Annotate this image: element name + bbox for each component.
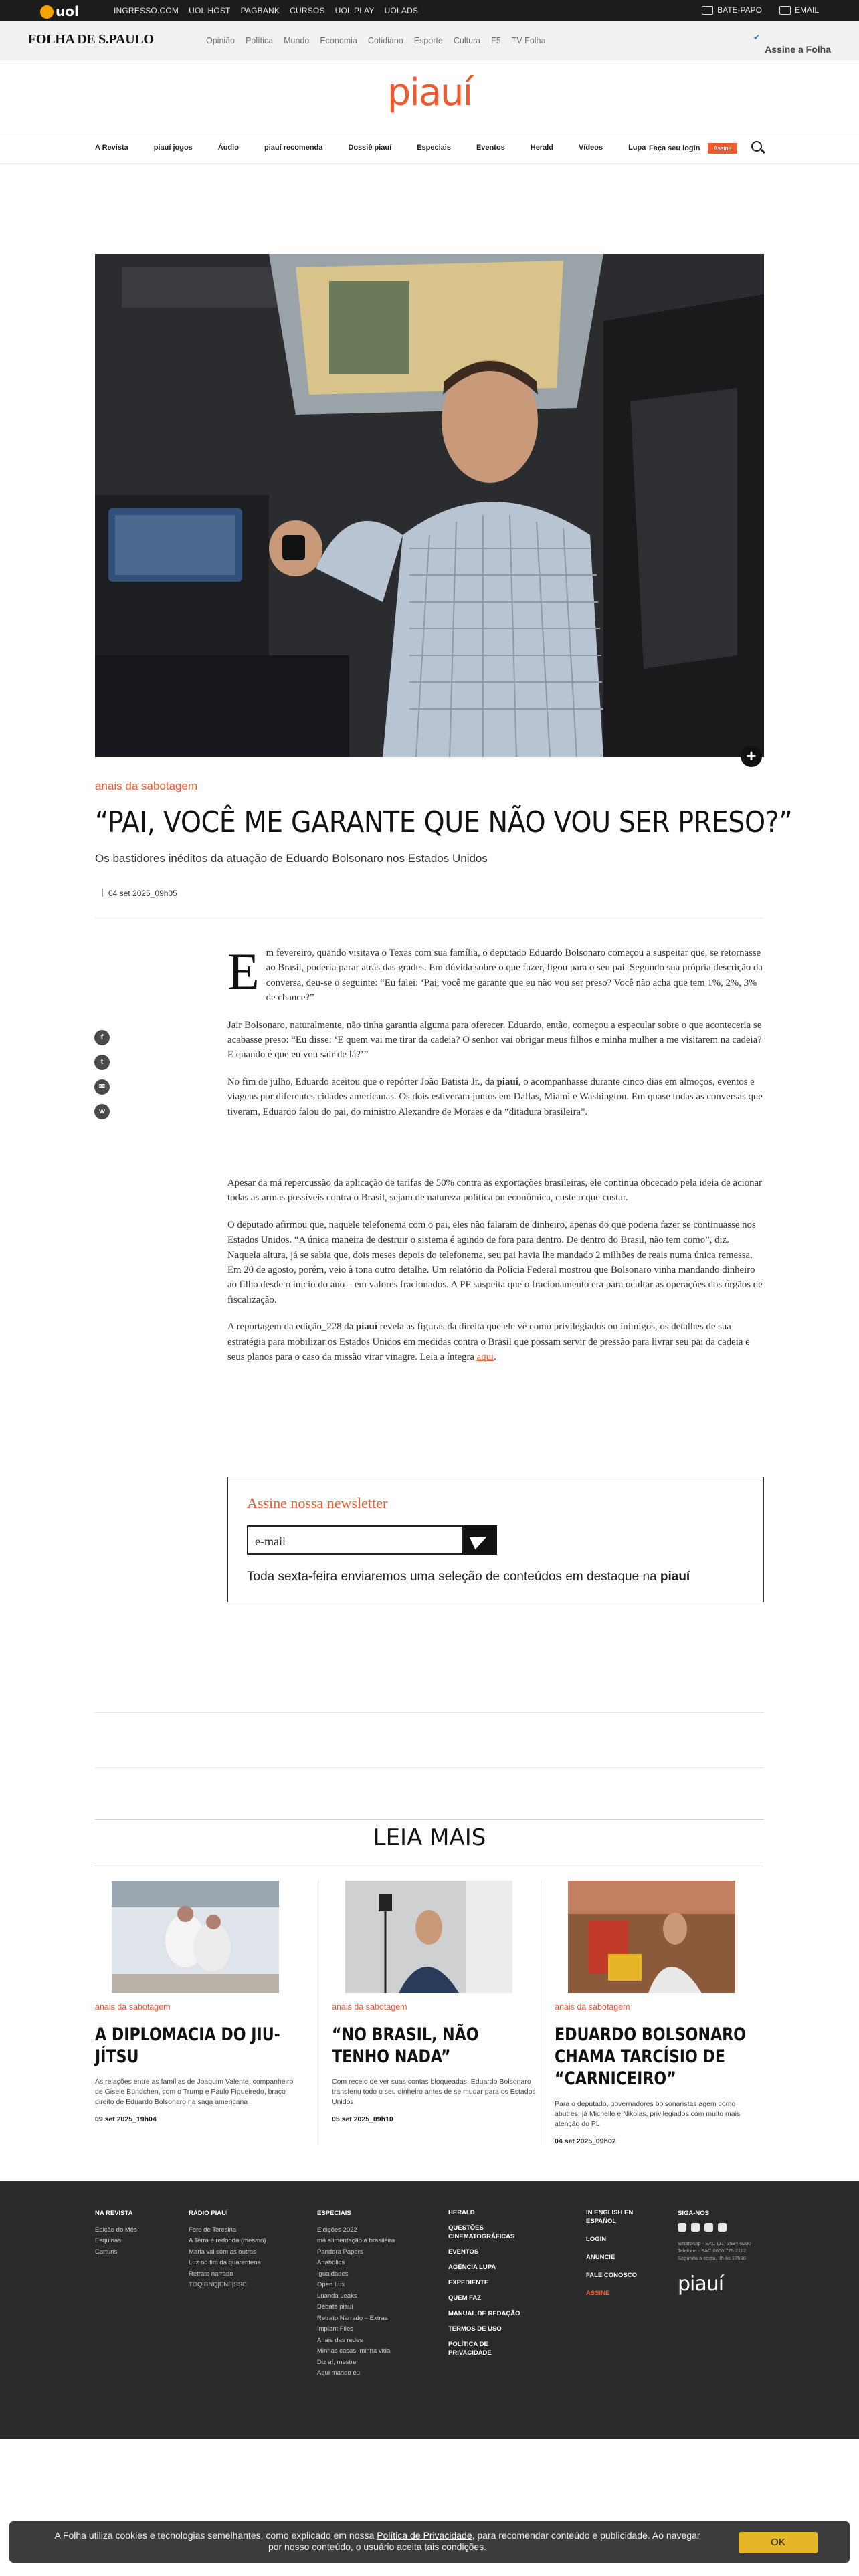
footer-contact: WhatsApp - SAC (11) 3584-9200 Telefone - SAC 0800 775 2112 Segunda a sexta, 9h às 17h30 [678, 2240, 751, 2261]
divider [95, 1712, 764, 1713]
footer-col-social: SIGA-NOS [678, 2210, 709, 2217]
footer-link[interactable]: má alimentação à brasileira [317, 2237, 395, 2244]
card-date: 09 set 2025_19h04 [95, 2115, 157, 2123]
email-share-icon[interactable]: ✉ [94, 1079, 110, 1095]
uol-logo[interactable]: uol [40, 3, 79, 19]
card-title[interactable]: “NO BRASIL, NÃO TENHO NADA” [332, 2024, 479, 2067]
footer-link[interactable]: TOQ|BNQ|ENF|SSC [189, 2281, 247, 2288]
newsletter-description: Toda sexta-feira enviaremos uma seleção de conteúdos em destaque na piauí [247, 1570, 690, 1584]
folha-nav-item[interactable]: Mundo [284, 36, 310, 45]
footer-link[interactable]: Aqui mando eu [317, 2369, 360, 2377]
search-icon[interactable] [751, 141, 762, 152]
nav-item-lupa[interactable]: Lupa [628, 144, 646, 152]
uol-link[interactable]: CURSOS [290, 6, 325, 15]
footer-link[interactable]: Minhas casas, minha vida [317, 2347, 391, 2355]
card-thumbnail[interactable] [345, 1881, 512, 1993]
article-subtitle: Os bastidores inéditos da atuação de Eduardo Bolsonaro nos Estados Unidos [95, 852, 488, 865]
folha-nav-item[interactable]: Cotidiano [367, 36, 403, 45]
footer-link[interactable]: TERMOS DE USO [448, 2325, 502, 2333]
newsletter-send-button[interactable] [464, 1525, 497, 1555]
privacy-policy-link[interactable]: Política de Privacidade [377, 2530, 472, 2541]
mail-icon [779, 6, 791, 15]
article-title: “PAI, VOCÊ ME GARANTE QUE NÃO VOU SER PRESO?” [95, 805, 793, 839]
divider [95, 1819, 764, 1820]
folha-bar [0, 21, 859, 60]
card-title[interactable]: EDUARDO BOLSONARO CHAMA TARCÍSIO DE “CARNICEIRO” [555, 2024, 747, 2089]
card-summary: As relações entre as famílias de Joaquim Valente, companheiro de Gisele Bündchen, com o Trump e Paulo Figueiredo, braço direito de Eduardo Bolsonaro na saga americana [95, 2078, 294, 2106]
footer-col-revista: NA REVISTA Edição do Mês Esquinas Cartuns [95, 2208, 137, 2258]
footer-piaui-logo[interactable]: piauí [678, 2272, 724, 2296]
cookie-banner [9, 2521, 850, 2563]
uol-logo-dot-icon [40, 5, 54, 19]
footer-link[interactable]: EVENTOS [448, 2248, 479, 2256]
folha-nav [206, 36, 545, 45]
footer-link[interactable]: QUEM FAZ [448, 2294, 482, 2302]
footer-link[interactable]: Implant Files [317, 2325, 353, 2333]
footer-link[interactable]: Diz aí, mestre [317, 2358, 357, 2366]
newsletter-email-input[interactable]: e-mail [247, 1525, 464, 1555]
check-icon: ✔ [753, 33, 760, 42]
footer-link[interactable]: ANUNCIE [586, 2254, 615, 2261]
uol-links [114, 6, 418, 15]
footer-link[interactable]: Retrato narrado [189, 2270, 233, 2278]
card-title[interactable]: A DIPLOMACIA DO JIU-JÍTSU [95, 2024, 280, 2067]
uol-link[interactable]: INGRESSO.COM [114, 6, 179, 15]
facebook-icon[interactable] [678, 2223, 686, 2232]
card-kicker[interactable]: anais da sabotagem [555, 2002, 630, 2012]
youtube-icon[interactable] [718, 2223, 727, 2232]
footer-link[interactable]: Edição do Mês [95, 2226, 137, 2234]
footer-link[interactable]: Foro de Teresina [189, 2226, 237, 2234]
footer-link[interactable]: QUESTÕES CINEMATOGRÁFICAS [448, 2224, 515, 2240]
nav-item-jogos[interactable]: piauí jogos [153, 144, 193, 152]
footer-link[interactable]: A Terra é redonda (mesmo) [189, 2237, 266, 2244]
hero-image [95, 254, 764, 757]
twitter-icon[interactable]: t [94, 1055, 110, 1070]
folha-nav-item[interactable]: Esporte [413, 36, 443, 45]
folha-logo[interactable]: FOLHA DE S.PAULO [28, 32, 154, 47]
footer-subscribe-link[interactable]: ASSINE [586, 2290, 610, 2297]
paragraph: Em fevereiro, quando visitava o Texas com sua família, o deputado Eduardo Bolsonaro começou a suspeitar que, se retornasse ao Brasil, poderia parar atrás das grades. Em dúvida sobre o que fazer, ligou para o seu pai. Segundo sua própria descrição da conversa, deu-se o seguinte: “Eu falei: ‘Pai, você me garante que eu não vou ser preso? Você não acha que tem 1%, 2%, 3% de chance?” [227, 942, 763, 1004]
facebook-icon[interactable]: f [94, 1030, 110, 1045]
footer-link[interactable]: AGÊNCIA LUPA [448, 2264, 496, 2271]
card-summary: Para o deputado, governadores bolsonaristas agem como abutres; já Michelle e Nikolas, privilegiados com muito mais atenção do PL [555, 2100, 741, 2128]
folha-nav-item[interactable]: Economia [320, 36, 357, 45]
footer-col-radio: RÁDIO PIAUÍ Foro de Teresina A Terra é redonda (mesmo) Maria vai com as outras Luz no fim da quarentena Retrato narrado TOQ|BNQ|ENF|SSC [189, 2208, 266, 2291]
paragraph: A reportagem da edição_228 da piauí revela as figuras da direita que ele vê como privilegiados ou inimigos, os detalhes de sua estratégia para mobilizar os Estados Unidos em medidas contra o Brasil que possam servir de pressão para livrar seu pai da cadeia e seus planos para o caso da missão virar vinagre. Leia a íntegra aqui. [227, 1321, 750, 1363]
whatsapp-icon[interactable]: w [94, 1104, 110, 1119]
read-full-link[interactable]: aqui [476, 1352, 494, 1363]
instagram-icon[interactable] [704, 2223, 713, 2232]
footer-link[interactable]: LOGIN [586, 2236, 607, 2243]
card-kicker[interactable]: anais da sabotagem [332, 2002, 407, 2012]
nav-item-dossie[interactable]: Dossiê piauí [348, 144, 392, 152]
nav-item-videos[interactable]: Vídeos [579, 144, 603, 152]
dropcap: E [227, 942, 260, 1000]
uol-link[interactable]: PAGBANK [240, 6, 280, 15]
footer-link[interactable]: Igualdades [317, 2270, 349, 2278]
paragraph: O deputado afirmou que, naquele telefonema com o pai, eles não falaram de dinheiro, apenas do que poderia fazer se continuasse nos Estados Unidos. “A única maneira de destruir o sistema é agindo de fora para dentro. De dentro do Brasil, não tem como”, diz. Naquela altura, já se sabia que, dois meses depois do telefonema, seu pai havia lhe mandado 2 milhões de reais numa única remessa. Em 20 de agosto, porém, veio à tona outro detalhe. Um relatório da Polícia Federal mostrou que Bolsonaro vinha mandando dinheiro ao filho desde o início do ano – em valores fracionados. A PF suspeita que o fracionamento era para ocultar as operações dos órgãos de fiscalização. [227, 1219, 763, 1305]
footer-link[interactable]: EXPEDIENTE [448, 2279, 489, 2286]
piaui-logo[interactable]: piauí [387, 71, 472, 114]
divider [95, 1767, 764, 1768]
footer-link[interactable]: MANUAL DE REDAÇÃO [448, 2310, 520, 2317]
card-date: 05 set 2025_09h10 [332, 2115, 393, 2123]
uol-right-links [702, 5, 819, 15]
read-more-card[interactable] [318, 1881, 541, 2145]
card-thumbnail[interactable] [112, 1881, 279, 1993]
article-kicker[interactable]: anais da sabotagem [95, 780, 198, 792]
footer-link[interactable]: Maria vai com as outras [189, 2248, 256, 2256]
footer-link[interactable]: HERALD [448, 2209, 475, 2216]
folha-nav-item[interactable]: F5 [491, 36, 501, 45]
footer-link[interactable]: Eleições 2022 [317, 2226, 357, 2234]
footer [0, 2181, 859, 2439]
cookie-ok-button[interactable]: OK [739, 2532, 818, 2553]
card-kicker[interactable]: anais da sabotagem [95, 2002, 171, 2012]
twitter-icon[interactable] [691, 2223, 700, 2232]
footer-col-contato [586, 2208, 640, 2298]
footer-link[interactable]: Luz no fim da quarentena [189, 2259, 261, 2266]
read-more-cards [95, 1881, 764, 2145]
card-thumbnail[interactable] [568, 1881, 735, 1993]
social-links [678, 2223, 727, 2232]
folha-subscribe-link[interactable]: Assine a Folha [765, 44, 831, 55]
folha-nav-item[interactable]: Política [246, 36, 274, 45]
share-buttons [94, 1030, 110, 1119]
card-summary: Com receio de ver suas contas bloqueadas, Eduardo Bolsonaro transferiu todo o seu dinheiro antes de se mudar para os Estados Unidos [332, 2078, 536, 2106]
footer-link[interactable]: Pandora Papers [317, 2248, 363, 2256]
card-date: 04 set 2025_09h02 [555, 2137, 616, 2145]
cookie-text: A Folha utiliza cookies e tecnologias semelhantes, como explicado em nossa Política de Privacidade, para recomendar conteúdo e publicidade. Ao navegar por nosso conteúdo, o usuário aceita tais condições. [54, 2530, 700, 2552]
newsletter-box [227, 1477, 764, 1602]
footer-col-especiais: ESPECIAIS Eleições 2022 má alimentação à brasileira Pandora Papers Anabolics Igualdades Open Lux Luanda Leaks Debate piauí Retrato Narrado – Extras Implant Files Anais das redes Minhas casas, minha vida Diz aí, mestre Aqui mando eu [317, 2208, 395, 2379]
footer-link[interactable]: Anais das redes [317, 2336, 363, 2344]
footer-link[interactable]: Anabolics [317, 2259, 345, 2266]
footer-link[interactable]: Open Lux [317, 2281, 345, 2288]
bate-papo-link[interactable]: BATE-PAPO [702, 5, 762, 15]
uol-top-bar [0, 0, 859, 21]
footer-link[interactable]: Luanda Leaks [317, 2292, 357, 2300]
footer-link[interactable]: IN ENGLISH EN ESPAÑOL [586, 2209, 634, 2225]
subscribe-button[interactable]: Assine [708, 143, 737, 154]
uol-link[interactable]: UOLADS [384, 6, 419, 15]
folha-nav-item[interactable]: Cultura [453, 36, 481, 45]
footer-col-institucional [448, 2208, 522, 2364]
email-link[interactable]: EMAIL [779, 5, 819, 15]
read-more-card[interactable] [541, 1881, 763, 2145]
date-divider [102, 889, 103, 897]
nav-item-recomenda[interactable]: piauí recomenda [264, 144, 323, 152]
read-more-card[interactable] [95, 1881, 318, 2145]
newsletter-title: Assine nossa newsletter [247, 1495, 388, 1511]
paragraph: Jair Bolsonaro, naturalmente, não tinha garantia alguma para oferecer. Eduardo, então, começou a especular sobre o que aconteceria se acabasse preso: “Eu disse: ‘E quem vai me tirar da cadeia? O senhor vai obrigar meus filhos e minha mulher a me visitarem na cadeia? E quando é que eu vou sair de lá?’” [227, 1019, 762, 1061]
uol-link[interactable]: UOL HOST [189, 6, 231, 15]
main-nav-items [95, 144, 671, 152]
login-link[interactable]: Faça seu login [649, 144, 700, 152]
paragraph: No fim de julho, Eduardo aceitou que o repórter João Batista Jr., da piauí, o acompanhasse durante cinco dias em almoços, eventos e viagens por diferentes cidades americanas. Os dois estiveram juntos em Dallas, Miami e Washington. Em quase todas as conversas que tiveram, Eduardo falou do pai, do ministro Alexandre de Moraes e da “ditadura brasileira”. [227, 1076, 763, 1117]
nav-item-eventos[interactable]: Eventos [476, 144, 505, 152]
nav-item-revista[interactable]: A Revista [95, 144, 128, 152]
footer-link[interactable]: Cartuns [95, 2248, 118, 2256]
expand-image-icon[interactable]: + [741, 746, 762, 767]
article-body-continued [227, 1176, 763, 1376]
main-nav [0, 134, 859, 164]
footer-link[interactable]: FALE CONOSCO [586, 2272, 638, 2279]
nav-item-audio[interactable]: Áudio [217, 144, 239, 152]
chat-icon [702, 6, 713, 15]
nav-item-especiais[interactable]: Especiais [417, 144, 451, 152]
article-date: 04 set 2025_09h05 [95, 889, 177, 898]
nav-item-herald[interactable]: Herald [530, 144, 553, 152]
footer-link[interactable]: Retrato Narrado – Extras [317, 2314, 388, 2322]
footer-link[interactable]: Debate piauí [317, 2303, 353, 2311]
uol-link[interactable]: UOL PLAY [335, 6, 375, 15]
folha-nav-item[interactable]: TV Folha [511, 36, 546, 45]
article-body [227, 942, 763, 1132]
read-more-title: LEIA MAIS [373, 1824, 486, 1851]
site-header [0, 60, 859, 134]
footer-link[interactable]: Esquinas [95, 2237, 122, 2244]
folha-nav-item[interactable]: Opinião [206, 36, 235, 45]
footer-link[interactable]: POLÍTICA DE PRIVACIDADE [448, 2341, 492, 2357]
paragraph: Apesar da má repercussão da aplicação de tarifas de 50% contra as exportações brasileiras, ele continua obcecado pela ideia de acionar todas as armas possíveis contra o Brasil, sejam de natureza política ou econômica, custe o que custar. [227, 1178, 763, 1204]
